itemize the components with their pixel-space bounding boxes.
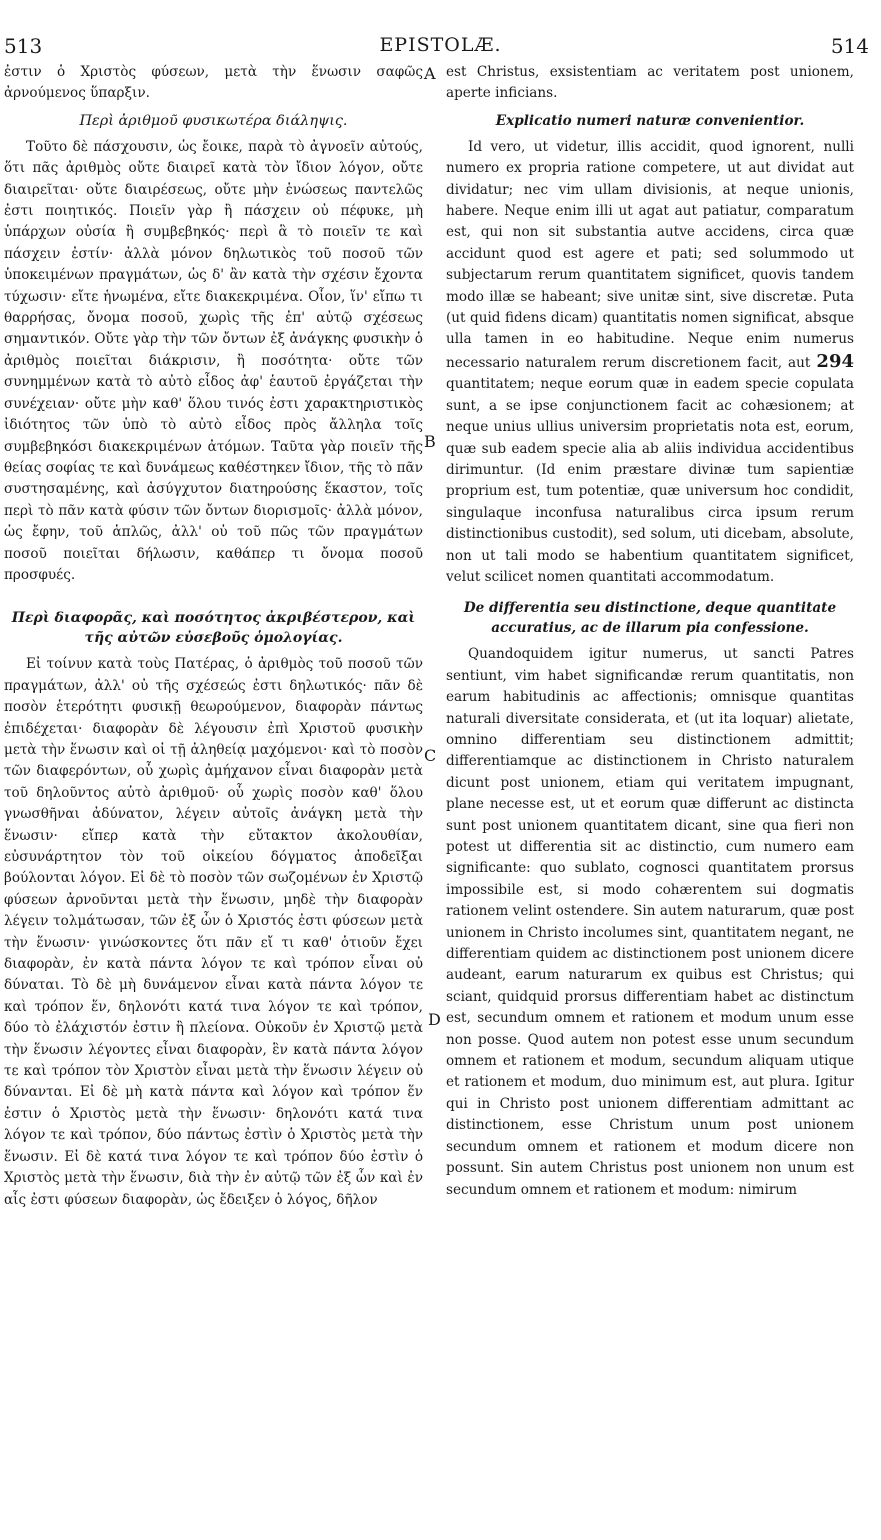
greek-heading-difference: Περὶ διαφορᾶς, καὶ ποσότητος ἀκριβέστερον, καὶ τῆς αὐτῶν εὐσεβοῦς ὁμολογίας.	[11, 610, 416, 647]
margin-marker-b: B	[424, 432, 436, 451]
latin-paragraph-continuation: est Christus, exsistentiam ac veritatem post unionem, aperte inficians.	[446, 64, 854, 102]
latin-paragraph-number-part1: Id vero, ut videtur, illis accidit, quod ignorent, nulli numero ex propria ratione competere, ut aut dividat aut dividatur; nec vim ullam divisionis, at neque unionis, habere. Neque enim illi ut agat aut patiatur, comparatum est, qui non sit substantia autve accidens, circa quæ accidunt quod est agere et pati; sed solummodo ut subjectarum rerum quantitatem significet, quovis tandem modo illæ se habeant; sive unitæ sint, sive discretæ. Puta (ut quid fidens dicam) quantitatis nomen significat, absque ulla tamen in eo habitudine. Neque enim numerus necessario naturalem rerum discretionem facit, aut	[446, 138, 854, 371]
greek-column	[4, 62, 423, 1211]
latin-paragraph-number	[446, 137, 854, 589]
page-header	[0, 34, 881, 58]
margin-marker-a: A	[424, 64, 436, 83]
greek-paragraph-continuation: ἐστιν ὁ Χριστὸς φύσεων, μετὰ τὴν ἕνωσιν σαφῶς ἀρνούμενος ὕπαρξιν.	[4, 64, 423, 102]
latin-paragraph-number-part2: quantitatem; neque eorum quæ in eadem specie copulata sunt, a se ipse conjunctionem facit ac cohæsionem; at neque unius ullius universim proprietatis nota est, eorum, quæ sub eadem specie alia ab aliis individua accidentibus dirimuntur. (Id enim præstare divinæ tum sapientiæ proprium est, tum potentiæ, quæ universum hoc condidit, singulaque inconfusa naturalibus circa ipsum rerum distinctionibus custodit), sed solum, uti dicebam, absolute, non ut tali modo se habentium quantitatem significet, velut scilicet nomen quantitati accommodatum.	[446, 376, 854, 585]
column-number: 294	[816, 350, 854, 372]
latin-paragraph-difference: Quandoquidem igitur numerus, ut sancti Patres sentiunt, vim habet significandæ rerum quantitatis, non earum habitudinis ac affectionis; omnisque quantitas naturali diversitate considerata, et (ut ita loquar) alietate, omnino differentiam seu distinctionem admittit; differentiamque ac distinctionem in Christo naturalem dicunt post unionem, etiam qui veritatem impugnant, plane necesse est, ut et eorum quæ differunt ac distincta sunt post unionem quantitatem dicant, sine qua fieri non potest ut differentia sit ac distinctio, cum numero eam significante: quo sublato, cognosci quantitatem prorsus impossibile est, si modo cohærentem sui dogmatis rationem velint ostendere. Sin autem naturarum, quæ post unionem in Christo incolumes sint, quantitatem negant, ne differentiam quidem ac distinctionem post unionem dicere audeant, earum naturarum ex quibus est Christus; qui sciant, quidquid prorsus differentiam habet ac distinctum est, secundum omnem et rationem et modum unum esse non posse. Quod autem non potest esse unum secundum omnem et rationem et modum, secundum aliquam utique et rationem et modum, duo minimum est, aut plura. Igitur qui in Christo post unionem differentiam admittant ac distinctionem, esse Christum unum post unionem secundum omnem et rationem et modum dicere non possunt. Sin autem Christus post unionem non unum est secundum omnem et rationem et modum: nimirum	[446, 646, 854, 1198]
greek-paragraph-number: Τοῦτο δὲ πάσχουσιν, ὡς ἔοικε, παρὰ τὸ ἀγνοεῖν αὐτούς, ὅτι πᾶς ἀριθμὸς οὔτε διαιρεῖ κατὰ τὸν ἴδιον λόγον, οὔτε διαιρεῖται· οὔτε διαιρέσεως, οὔτε μὴν ἑνώσεως παντελῶς ἐστι ποιητικός. Ποιεῖν γὰρ ἢ πάσχειν οὐ πέφυκε, μὴ ὑπάρχων οὐσία ἢ συμβεβηκός· περὶ ἃ τὸ ποιεῖν τε καὶ πάσχειν ἐστίν· ἀλλὰ μόνον δηλωτικὸς τοῦ ποσοῦ τῶν ὑποκειμένων πραγμάτων, ὡς δ' ἂν κατὰ τὴν σχέσιν ἔχοντα τύχωσιν· εἴτε ἡνωμένα, εἴτε διακεκριμένα. Οἷον, ἵν' εἴπω τι θαρρήσας, ὄνομα ποσοῦ, χωρὶς τῆς ἐπ' αὐτῷ σχέσεως σημαντικόν. Οὔτε γὰρ τὴν τῶν ὄντων ἐξ ἀνάγκης φυσικὴν ὁ ἀριθμὸς ποιεῖται διάκρισιν, ἢ ποσότητα· οὔτε τῶν συνημμένων κατὰ τὸ αὐτὸ εἶδος ἀφ' ἑαυτοῦ ἐργάζεται τὴν συνέχειαν· οὔτε μὴν καθ' ὅλου τινός ἐστι χαρακτηριστικὸς ἰδιότητος τῶν ὑπὸ τὸ αὐτὸ εἶδος πρὸς ἄλληλα τοῖς συμβεβηκόσι διακεκριμένων ἀτόμων. Ταῦτα γὰρ ποιεῖν τῆς θείας σοφίας τε καὶ δυνάμεως καθέστηκεν ἴδιον, τῆς τὸ πᾶν συστησαμένης, καὶ ἀσύγχυτον διατηρούσης ἕκαστον, τοῖς περὶ τὸ πᾶν κατὰ φύσιν τῶν ὄντων διορισμοῖς· ἀλλὰ μόνον, ὡς ἔφην, τοῦ ἁπλῶς, ἀλλ' οὐ τοῦ πῶς τῶν πραγμάτων ποσοῦ ποιεῖται δήλωσιν, καθάπερ τι ὄνομα ποσοῦ προσφυές.	[4, 138, 423, 583]
latin-heading-difference: De differentia seu distinctione, deque quantitate accuratius, ac de illarum pia confessione.	[463, 600, 837, 637]
latin-column	[446, 62, 854, 1201]
page-number-left: 513	[4, 34, 43, 58]
greek-heading-number: Περὶ ἀριθμοῦ φυσικωτέρα διάληψις.	[79, 112, 348, 129]
greek-paragraph-difference: Εἰ τοίνυν κατὰ τοὺς Πατέρας, ὁ ἀριθμὸς τοῦ ποσοῦ τῶν πραγμάτων, ἀλλ' οὐ τῆς σχέσεώς ἐστι δηλωτικός· πᾶν δὲ ποσὸν ἑτερότητι φυσικῇ θεωρούμενον, διαφορὰν πάντως ἐπιδέχεται· διαφορὰν δὲ λέγουσιν ἐπὶ Χριστοῦ φυσικὴν μετὰ τὴν ἕνωσιν καὶ οἱ τῇ ἀληθείᾳ μαχόμενοι· καὶ τὸ ποσὸν τῶν διαφερόντων, οὗ χωρὶς ἀμήχανον εἶναι διαφορὰν μετὰ τοῦ δηλοῦντος αὐτὸ ἀριθμοῦ· οὗ χωρὶς ποσὸν καθ' ὅλου γνωσθῆναι ἀδύνατον, λέγειν αὐτοῖς ἀνάγκη μετὰ τὴν ἕνωσιν· εἴπερ κατὰ τὴν εὔτακτον ἀκολουθίαν, εὐσυνάρτητον τὸν τοῦ οἰκείου δόγματος ἀποδεῖξαι βούλονται λόγον. Εἰ δὲ τὸ ποσὸν τῶν σωζομένων ἐν Χριστῷ φύσεων ἀρνοῦνται μετὰ τὴν ἕνωσιν, μηδὲ τὴν διαφορὰν λέγειν τολμάτωσαν, τῶν ἐξ ὧν ὁ Χριστός ἐστι φύσεων μετὰ τὴν ἕνωσιν· γινώσκοντες ὅτι πᾶν εἴ τι καθ' ὁτιοῦν ἔχει διαφορὰν, ἐν κατὰ πάντα λόγον τε καὶ τρόπον εἶναι οὐ δύναται. Τὸ δὲ μὴ δυνάμενον εἶναι κατὰ πάντα λόγον τε καὶ τρόπον ἕν, δηλονότι κατά τινα λόγον τε καὶ τρόπον, δύο τὸ ἐλάχιστόν ἐστιν ἢ πλείονα. Οὐκοῦν ἐν Χριστῷ μετὰ τὴν ἕνωσιν λέγοντες εἶναι διαφορὰν, ἓν κατὰ πάντα λόγον τε καὶ τρόπον τὸν Χριστὸν εἶναι μετὰ τὴν ἕνωσιν λέγειν οὐ δύνανται. Εἰ δὲ μὴ κατὰ πάντα καὶ λόγον καὶ τρόπον ἕν ἐστιν ὁ Χριστὸς μετὰ τὴν ἕνωσιν· δηλονότι κατά τινα λόγον τε καὶ τρόπον, δύο πάντως ἐστὶν ὁ Χριστὸς μετὰ τὴν ἕνωσιν. Εἰ δὲ κατά τινα λόγον τε καὶ τρόπον δύο ἐστὶν ὁ Χριστὸς μετὰ τὴν ἕνωσιν, διὰ τὴν ἐν αὐτῷ τῶν ἐξ ὧν καὶ ἐν αἷς ἐστι φύσεων διαφορὰν, ὡς ἔδειξεν ὁ λόγος, δῆλον	[4, 656, 423, 1208]
running-title: EPISTOLÆ.	[379, 34, 502, 56]
margin-marker-d: D	[428, 1010, 441, 1029]
latin-heading-number: Explicatio numeri naturæ convenientior.	[495, 112, 805, 129]
page-number-right: 514	[830, 34, 869, 58]
margin-marker-c: C	[424, 746, 437, 765]
